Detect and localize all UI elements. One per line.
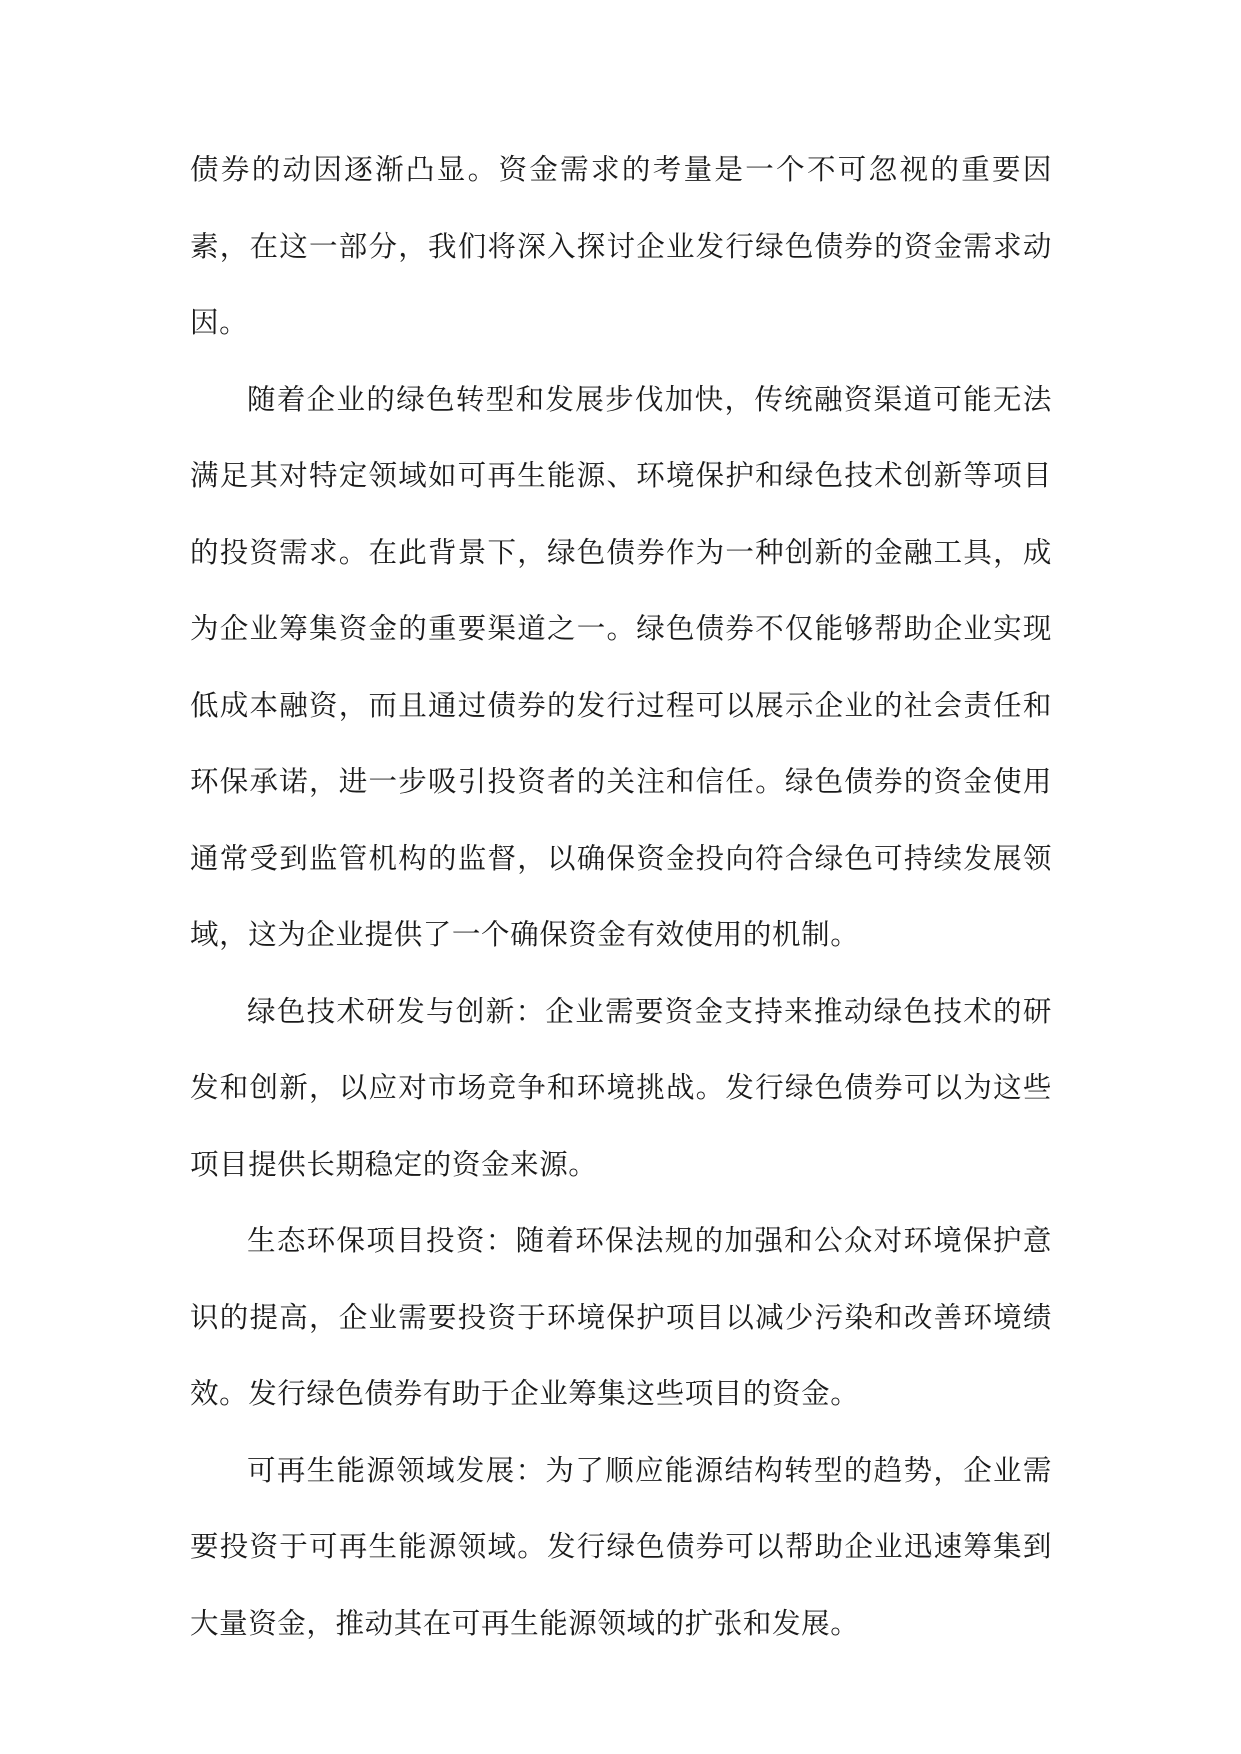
body-text <box>190 132 1052 1662</box>
paragraph-funding-needs: 随着企业的绿色转型和发展步伐加快，传统融资渠道可能无法满足其对特定领域如可再生能源、环境保护和绿色技术创新等项目的投资需求。在此背景下，绿色债券作为一种创新的金融工具，成为企业筹集资金的重要渠道之一。绿色债券不仅能够帮助企业实现低成本融资，而且通过债券的发行过程可以展示企业的社会责任和环保承诺，进一步吸引投资者的关注和信任。绿色债券的资金使用通常受到监管机构的监督，以确保资金投向符合绿色可持续发展领域，这为企业提供了一个确保资金有效使用的机制。 <box>190 382 1052 951</box>
paragraph-renewable-energy: 可再生能源领域发展：为了顺应能源结构转型的趋势，企业需要投资于可再生能源领域。发行绿色债券可以帮助企业迅速筹集到大量资金，推动其在可再生能源领域的扩张和发展。 <box>190 1453 1052 1640</box>
paragraph-green-tech: 绿色技术研发与创新：企业需要资金支持来推动绿色技术的研发和创新，以应对市场竞争和环境挑战。发行绿色债券可以为这些项目提供长期稳定的资金来源。 <box>190 994 1052 1181</box>
paragraph-eco-projects: 生态环保项目投资：随着环保法规的加强和公众对环境保护意识的提高，企业需要投资于环境保护项目以减少污染和改善环境绩效。发行绿色债券有助于企业筹集这些项目的资金。 <box>190 1224 1052 1410</box>
paragraph-continuation: 债券的动因逐渐凸显。资金需求的考量是一个不可忽视的重要因素，在这一部分，我们将深入探讨企业发行绿色债券的资金需求动因。 <box>190 153 1052 339</box>
